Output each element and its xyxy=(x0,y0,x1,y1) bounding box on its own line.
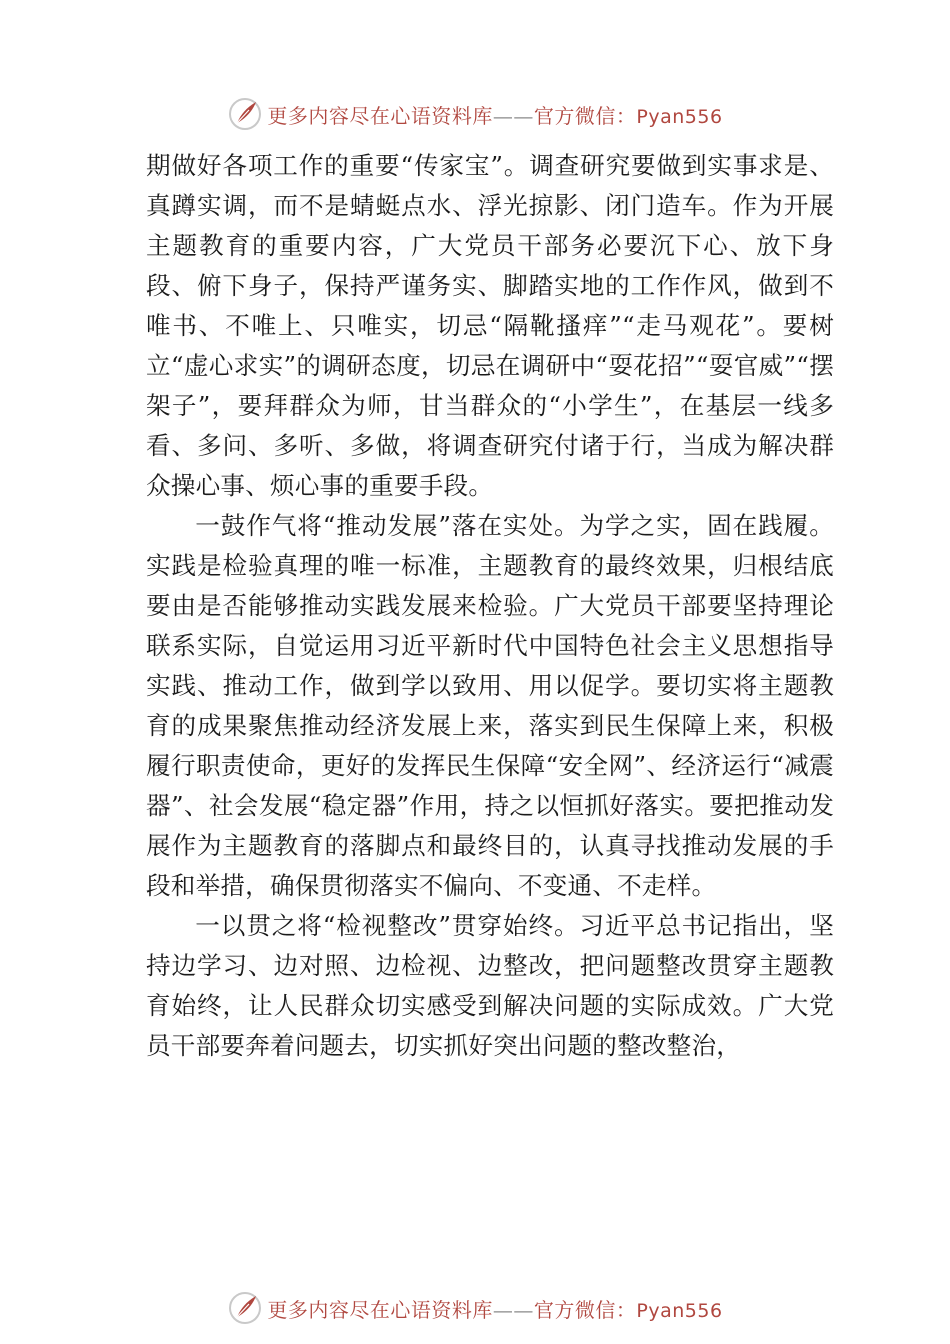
feather-pen-logo-icon xyxy=(227,1290,263,1326)
feather-pen-logo-icon xyxy=(227,96,263,132)
watermark-wechat-id: Pyan556 xyxy=(636,1299,723,1322)
watermark-main: 更多内容尽在心语资料库 xyxy=(267,103,493,128)
watermark-wechat-label: 官方微信： xyxy=(533,1297,637,1322)
watermark-wechat-label: 官方微信： xyxy=(533,103,637,128)
paragraph: 期做好各项工作的重要“传家宝”。调查研究要做到实事求是、真蹲实调，而不是蜻蜓点水、浮光掠影、闭门造车。作为开展主题教育的重要内容，广大党员干部务必要沉下心、放下身段、俯下身子，保持严谨务实、脚踏实地的工作作风，做到不唯书、不唯上、只唯实，切忌“隔靴搔痒”“走马观花”。要树立“虚心求实”的调研态度，切忌在调研中“耍花招”“耍官威”“摆架子”，要拜群众为师，甘当群众的“小学生”，在基层一线多看、多问、多听、多做，将调查研究付诸于行，当成为解决群众操心事、烦心事的重要手段。 xyxy=(146,151,834,500)
watermark-text xyxy=(267,100,722,129)
paragraph: 一鼓作气将“推动发展”落在实处。为学之实，固在践履。实践是检验真理的唯一标准，主题教育的最终效果，归根结底要由是否能够推动实践发展来检验。广大党员干部要坚持理论联系实际，自觉运用习近平新时代中国特色社会主义思想指导实践、推动工作，做到学以致用、用以促学。要切实将主题教育的成果聚焦推动经济发展上来，落实到民生保障上来，积极履行职责使命，更好的发挥民生保障“安全网”、经济运行“减震器”、社会发展“稳定器”作用，持之以恒抓好落实。要把推动发展作为主题教育的落脚点和最终目的，认真寻找推动发展的手段和举措，确保贯彻落实不偏向、不变通、不走样。 xyxy=(146,511,834,900)
watermark-wechat-id: Pyan556 xyxy=(636,105,723,128)
footer-watermark xyxy=(0,1288,950,1328)
document-body xyxy=(146,146,834,1066)
watermark-separator: —— xyxy=(492,1297,534,1322)
paragraph: 一以贯之将“检视整改”贯穿始终。习近平总书记指出，坚持边学习、边对照、边检视、边整改，把问题整改贯穿主题教育始终，让人民群众切实感受到解决问题的实际成效。广大党员干部要奔着问题去，切实抓好突出问题的整改整治， xyxy=(146,911,834,1060)
watermark-main: 更多内容尽在心语资料库 xyxy=(267,1297,493,1322)
watermark-separator: —— xyxy=(492,103,534,128)
header-watermark xyxy=(0,94,950,134)
watermark-text xyxy=(267,1294,722,1323)
